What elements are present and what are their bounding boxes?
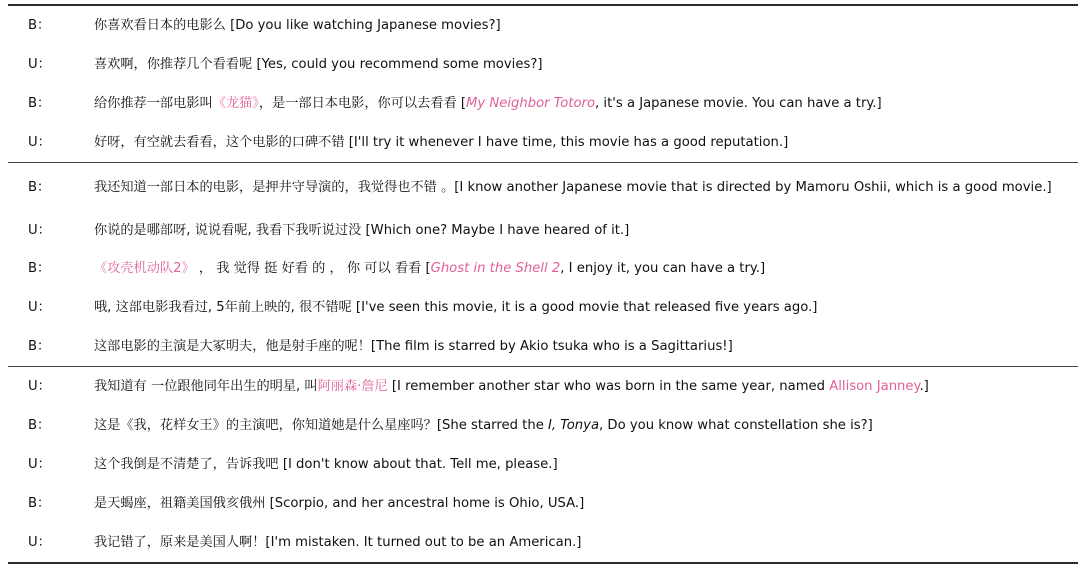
utterance-text: [94, 222, 1078, 240]
speaker-label: U：: [28, 299, 51, 315]
dialogue-section: [8, 367, 1078, 562]
text-segment: 这个我倒是不清楚了，告诉我吧 [I don't know about that. Tell me, please.]: [94, 456, 558, 472]
speaker-label: B：: [28, 338, 51, 354]
text-segment: ，是一部日本电影，你可以去看看 [: [258, 95, 466, 111]
utterance-text: [94, 95, 1078, 113]
dialogue-row: [8, 484, 1078, 523]
dialogue-row: [8, 45, 1078, 84]
dialogue-sections: [8, 6, 1078, 562]
text-segment: , I enjoy it, you can have a try.]: [560, 261, 766, 276]
text-segment: 给你推荐一部电影叫: [94, 95, 213, 111]
text-segment: .]: [919, 378, 929, 394]
text-segment: 我还知道一部日本的电影，是押井守导演的，我觉得也不错 。[I know another Japanese movie that is directed by Mamoru Oshii, which is a good movie.]: [94, 179, 1052, 195]
dialogue-row: [8, 6, 1078, 45]
text-segment: 是天蝎座，祖籍美国俄亥俄州 [Scorpio, and her ancestral home is Ohio, USA.]: [94, 495, 585, 511]
utterance-text: [94, 534, 1078, 552]
dialogue-row: [8, 163, 1078, 212]
text-segment: ， 我 觉得 挺 好看 的 ， 你 可以 看看 [: [194, 261, 431, 276]
highlighted-entity: 阿丽森·詹尼: [317, 378, 388, 394]
utterance-text: [94, 495, 1078, 513]
speaker-label: U：: [28, 456, 51, 472]
highlighted-entity: My Neighbor Totoro: [466, 95, 596, 111]
dialogue-row: [8, 212, 1078, 250]
text-segment: 你说的是哪部呀, 说说看呢, 我看下我听说过没 [Which one? Maybe I have heared of it.]: [94, 223, 630, 238]
speaker-label: B：: [28, 495, 51, 511]
dialogue-table: [8, 4, 1078, 564]
speaker-label: B：: [28, 17, 51, 33]
dialogue-row: [8, 288, 1078, 327]
speaker-label: B：: [28, 95, 51, 111]
dialogue-row: [8, 406, 1078, 445]
utterance-text: [94, 134, 1078, 152]
text-segment: [I remember another star who was born in the same year, named: [387, 378, 830, 394]
speaker-label: B：: [28, 179, 51, 195]
utterance-text: [94, 417, 1078, 435]
dialogue-row: [8, 250, 1078, 288]
dialogue-section: [8, 6, 1078, 162]
dialogue-row: [8, 123, 1078, 162]
highlighted-entity: 《龙猫》: [212, 95, 259, 111]
highlighted-entity: Allison Janney: [829, 378, 920, 394]
text-segment: 你喜欢看日本的电影么 [Do you like watching Japanese movies?]: [94, 17, 501, 33]
text-segment: 这部电影的主演是大冢明夫，他是射手座的呢！[The film is starred by Akio tsuka who is a Sagittarius!]: [94, 338, 733, 354]
utterance-text: [94, 56, 1078, 74]
text-segment: , Do you know what constellation she is?]: [599, 417, 873, 433]
text-segment: I, Tonya: [548, 417, 600, 433]
text-segment: 哦, 这部电影我看过, 5年前上映的, 很不错呢 [I've seen this movie, it is a good movie that released five years ago.]: [94, 299, 818, 315]
utterance-text: [94, 179, 1078, 197]
utterance-text: [94, 260, 1078, 278]
highlighted-entity: Ghost in the Shell 2: [430, 261, 561, 276]
text-segment: 这是《我，花样女王》的主演吧，你知道她是什么星座吗？[She starred the: [94, 417, 549, 433]
utterance-text: [94, 17, 1078, 35]
speaker-label: U：: [28, 56, 51, 72]
utterance-text: [94, 338, 1078, 356]
utterance-text: [94, 456, 1078, 474]
dialogue-row: [8, 523, 1078, 562]
text-segment: 我记错了，原来是美国人啊！[I'm mistaken. It turned out to be an American.]: [94, 534, 582, 550]
dialogue-row: [8, 84, 1078, 123]
dialogue-row: [8, 445, 1078, 484]
speaker-label: U：: [28, 534, 51, 550]
speaker-label: U：: [28, 223, 51, 238]
dialogue-row: [8, 327, 1078, 366]
speaker-label: U：: [28, 378, 51, 394]
dialogue-row: [8, 367, 1078, 406]
speaker-label: B：: [28, 417, 51, 433]
utterance-text: [94, 299, 1078, 317]
speaker-label: B：: [28, 261, 51, 276]
bottom-rule: [8, 562, 1078, 564]
text-segment: 我知道有 一位跟他同年出生的明星, 叫: [94, 378, 318, 394]
highlighted-entity: 《攻壳机动队2》: [94, 261, 195, 276]
text-segment: 喜欢啊，你推荐几个看看呢 [Yes, could you recommend some movies?]: [94, 56, 543, 72]
utterance-text: [94, 378, 1078, 396]
text-segment: 好呀，有空就去看看，这个电影的口碑不错 [I'll try it whenever I have time, this movie has a good reputation.]: [94, 134, 789, 150]
text-segment: , it's a Japanese movie. You can have a try.]: [595, 95, 882, 111]
speaker-label: U：: [28, 134, 51, 150]
dialogue-section: [8, 163, 1078, 366]
